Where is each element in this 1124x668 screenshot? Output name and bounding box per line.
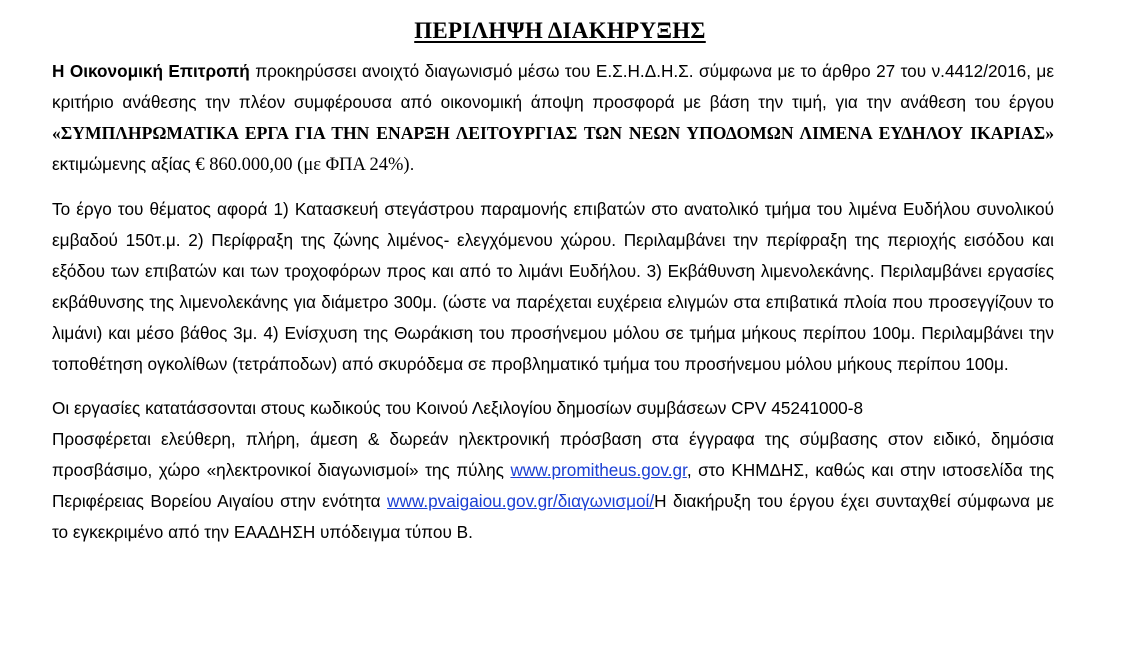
page-title: ΠΕΡΙΛΗΨΗ ΔΙΑΚΗΡΥΞΗΣ	[414, 18, 706, 43]
paragraph-scope: Το έργο του θέματος αφορά 1) Κατασκευή στεγάστρου παραμονής επιβατών στο ανατολικό τμήμα του λιμένα Ευδήλου συνολικού εμβαδού 150τ.μ. 2) Περίφραξη της ζώνης λιμένος- ελεγχόμενου χώρου. Περιλαμβάνει την περίφραξη της περιοχής εισόδου και εξόδου των επιβατών και των τροχοφόρων προς και από το λιμάνι Ευδήλου. 3) Εκβάθυνση λιμενολεκάνης. Περιλαμβάνει εργασίες εκβάθυνσης της λιμενολεκάνης για διάμετρο 300μ. (ώστε να παρέχεται ευχέρεια ελιγμών στα επιβατικά πλοία που προσεγγίζουν το λιμάνι) και μέσο βάθος 3μ. 4) Ενίσχυση της Θωράκιση του προσήνεμου μόλου σε τμήμα μήκους περίπου 100μ. Περιλαμβάνει την τοποθέτηση ογκολίθων (τετράποδων) από σκυρόδεμα σε προβληματικό τμήμα του προσήνεμου μόλου μήκους περίπου 100μ.	[52, 199, 1054, 374]
announcement-text: προκηρύσσει ανοιχτό διαγωνισμό μέσω του Ε.Σ.Η.Δ.Η.Σ. σύμφωνα με το άρθρο 27 του ν.4412/2016, με κριτήριο ανάθεσης την πλέον συμφέρουσα από οικονομική άποψη προσφορά με βάση την τιμή, για την ανάθεση του έργου	[52, 61, 1054, 112]
template-text: Η διακήρυξη του έργου έχει συνταχθεί σύμφωνα με το εγκεκριμένο από την ΕΑΑΔΗΣΗ υπόδειγμα τύπου Β.	[52, 491, 1054, 542]
value-label: εκτιμώμενης αξίας	[52, 154, 196, 174]
project-title: «ΣΥΜΠΛΗΡΩΜΑΤΙΚΑ ΕΡΓΑ ΓΙΑ ΤΗΝ ΕΝΑΡΞΗ ΛΕΙΤΟΥΡΓΙΑΣ ΤΩΝ ΝΕΩΝ ΥΠΟΔΟΜΩΝ ΛΙΜΕΝΑ ΕΥΔΗΛΟΥ ΙΚΑΡΙΑΣ»	[52, 123, 1054, 143]
document-page	[0, 18, 1124, 668]
access-text-2: , στο ΚΗΜΔΗΣ, καθώς και στην ιστοσελίδα της Περιφέρειας Βορείου Αιγαίου στην ενότητα	[52, 460, 1054, 511]
sentence-end: .	[409, 154, 415, 174]
promitheus-link[interactable]: www.promitheus.gov.gr	[510, 460, 687, 480]
estimated-value: € 860.000,00 (με ΦΠΑ 24%)	[195, 155, 410, 175]
access-text: Προσφέρεται ελεύθερη, πλήρη, άμεση & δωρεάν ηλεκτρονική πρόσβαση στα έγγραφα της σύμβασης στον ειδικό, δημόσια προσβάσιμο, χώρο «ηλεκτρονικοί διαγωνισμοί» της πύλης	[52, 429, 1054, 480]
paragraph-access	[52, 393, 1054, 548]
pvaigaiou-link[interactable]: www.pvaigaiou.gov.gr/διαγωνισμοί/	[387, 491, 655, 511]
committee-name: Η Οικονομική Επιτροπή	[52, 61, 250, 81]
cpv-line: Οι εργασίες κατατάσσονται στους κωδικούς του Κοινού Λεξιλογίου δημοσίων συμβάσεων CPV 45241000-8	[52, 398, 864, 418]
paragraph-announcement	[52, 56, 1054, 181]
